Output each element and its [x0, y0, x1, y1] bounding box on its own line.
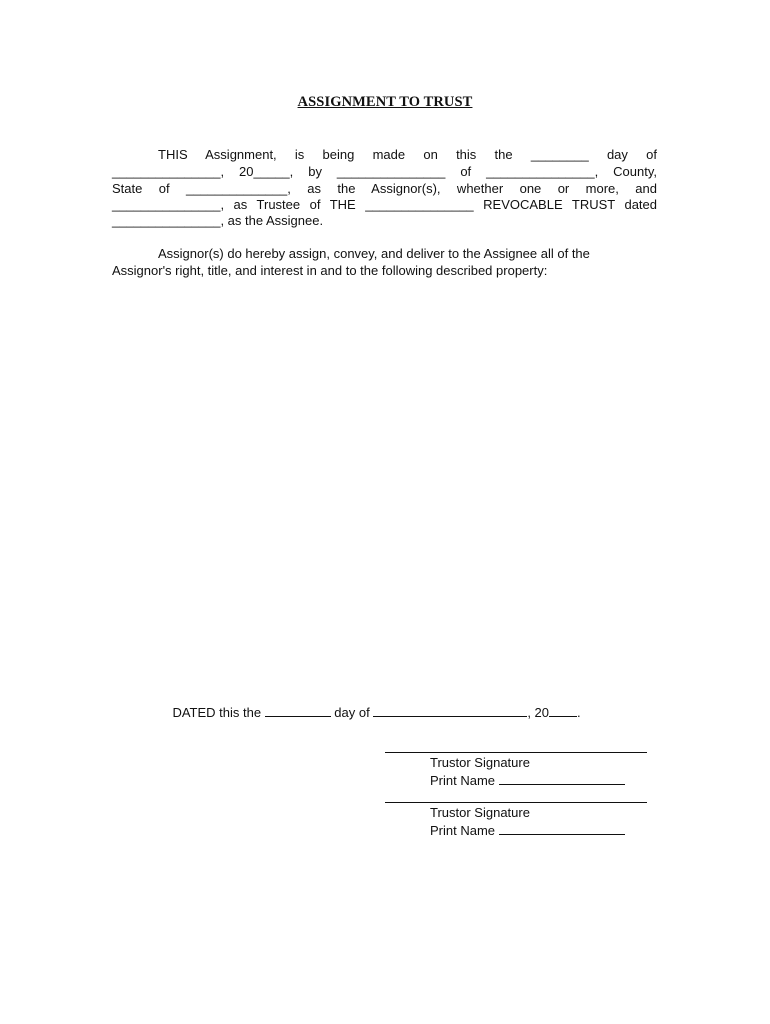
- paragraph1-line3: State of ______________, as the Assignor(s), whether one or more, and: [112, 181, 657, 196]
- dated-prefix: DATED this the: [172, 705, 265, 720]
- signature-label: Trustor Signature: [430, 805, 530, 820]
- print-name-row: [430, 772, 625, 790]
- dated-middle: day of: [330, 705, 374, 720]
- paragraph1-line1: THIS Assignment, is being made on this the ________ day of: [158, 147, 657, 162]
- paragraph2-line1: Assignor(s) do hereby assign, convey, and deliver to the Assignee all of the: [158, 246, 590, 261]
- month-blank: [373, 704, 527, 717]
- paragraph2-line2: Assignor's right, title, and interest in and to the following described property:: [112, 263, 548, 278]
- dated-year-prefix: , 20: [527, 705, 550, 720]
- print-name-blank: [499, 822, 625, 835]
- dated-line: [158, 689, 581, 735]
- print-name-blank: [499, 772, 625, 785]
- paragraph1-line5: _______________, as the Assignee.: [112, 213, 324, 228]
- signature-line: [385, 802, 647, 803]
- paragraph1-line4: _______________, as Trustee of THE _______________ REVOCABLE TRUST dated: [112, 197, 657, 212]
- print-name-label: Print Name: [430, 773, 496, 788]
- year-blank: [549, 704, 577, 717]
- signature-label: Trustor Signature: [430, 755, 530, 770]
- day-blank: [265, 704, 331, 717]
- print-name-row: [430, 822, 625, 840]
- dated-suffix: .: [577, 705, 581, 720]
- document-title: ASSIGNMENT TO TRUST: [297, 94, 473, 110]
- signature-line: [385, 752, 647, 753]
- print-name-label: Print Name: [430, 823, 496, 838]
- paragraph1-line2: _______________, 20_____, by _______________ of _______________, County,: [112, 164, 657, 179]
